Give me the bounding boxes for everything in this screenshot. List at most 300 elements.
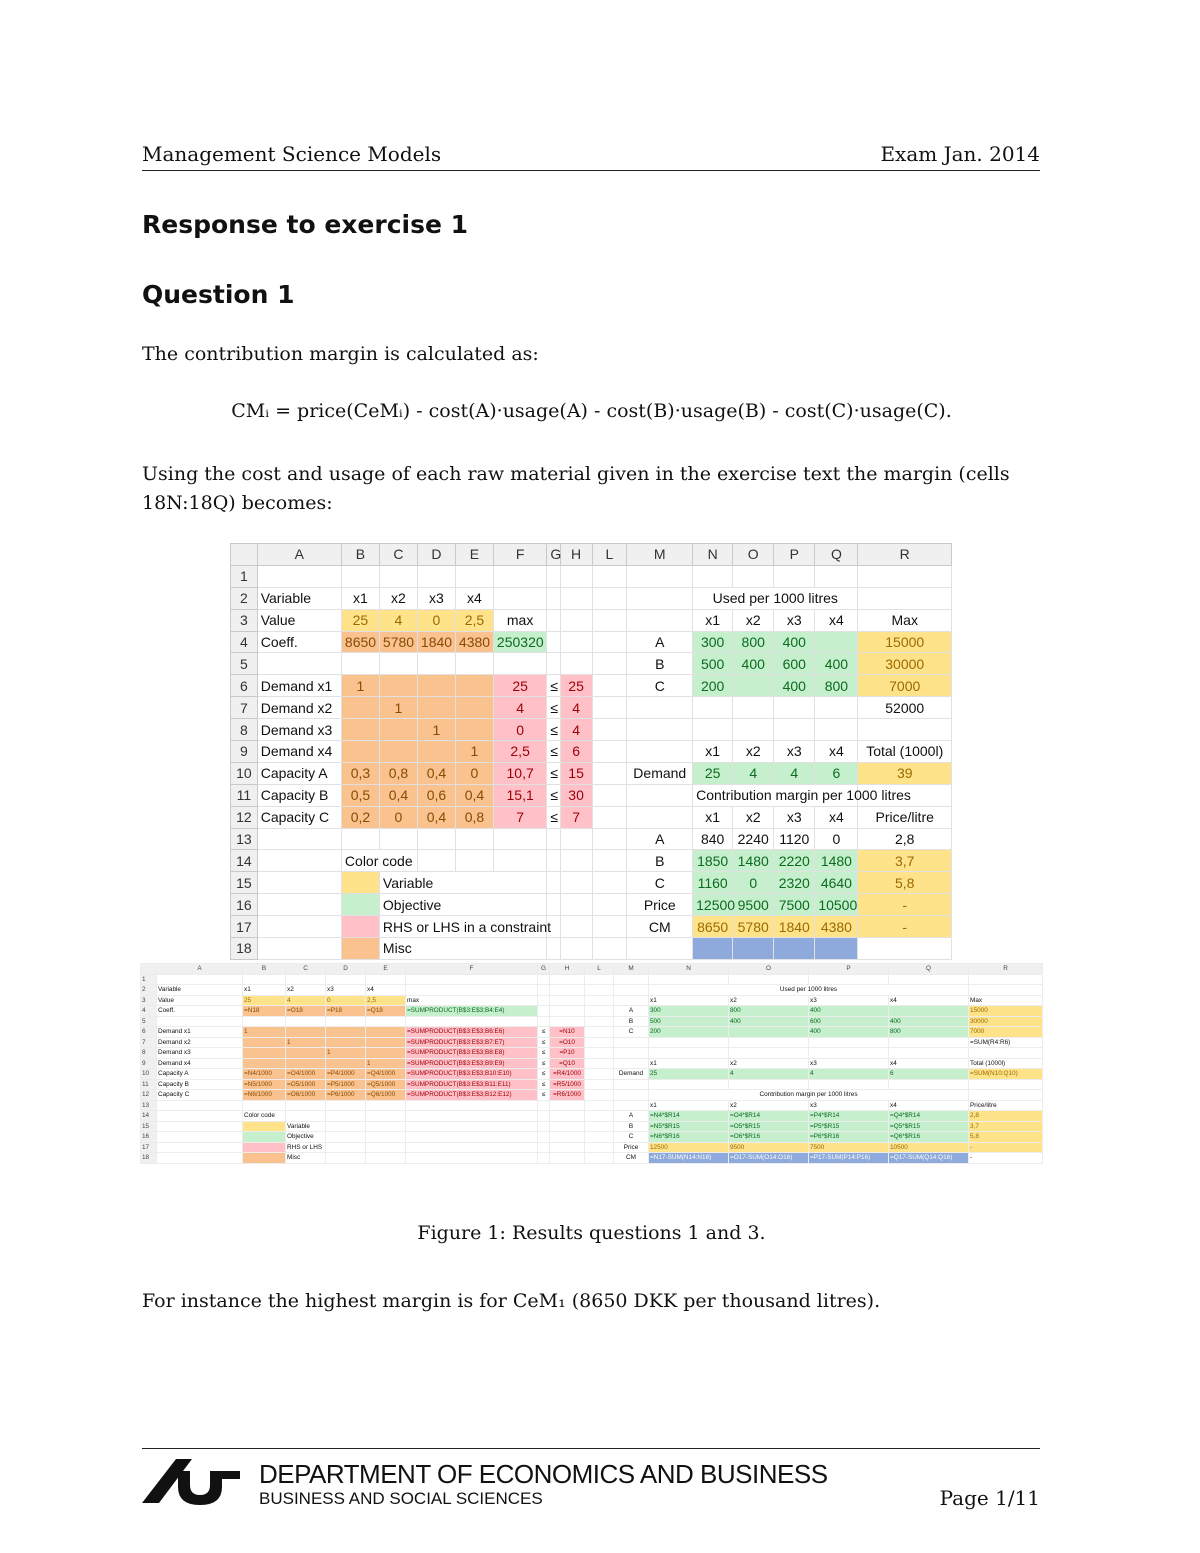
- formulas-cell: 2,8: [969, 1111, 1043, 1122]
- formulas-cell: [157, 974, 243, 985]
- formulas-row-header: 17: [141, 1142, 157, 1153]
- formulas-cell: [538, 1111, 550, 1122]
- results-cell: 1: [341, 675, 379, 697]
- results-col-header: F: [493, 544, 546, 566]
- formulas-row-header: 4: [141, 1006, 157, 1017]
- results-cell: 1480: [815, 850, 858, 872]
- formulas-cell: x1: [243, 985, 286, 996]
- formulas-cell: [243, 1153, 286, 1164]
- results-cell: Total (1000l): [858, 741, 952, 763]
- results-cell: [733, 675, 774, 697]
- formulas-cell: =Q5/1000: [366, 1079, 406, 1090]
- formulas-cell: [614, 1079, 649, 1090]
- formulas-cell: [809, 974, 889, 985]
- formulas-cell: [286, 974, 326, 985]
- results-col-header: D: [417, 544, 455, 566]
- formulas-cell: 200: [649, 1027, 729, 1038]
- formulas-cell: 400: [809, 1006, 889, 1017]
- formulas-cell: Misc: [286, 1153, 326, 1164]
- formulas-cell: [585, 1016, 614, 1027]
- results-cell: x1: [693, 609, 733, 631]
- formulas-cell: [286, 1027, 326, 1038]
- results-cell: 400: [774, 631, 815, 653]
- subsection-title: Question 1: [142, 280, 295, 309]
- formulas-cell: ≤: [538, 1079, 550, 1090]
- formulas-cell: [585, 974, 614, 985]
- results-cell: 15,1: [493, 784, 546, 806]
- formulas-cell: [550, 985, 585, 996]
- results-cell: [379, 741, 417, 763]
- results-col-header: B: [341, 544, 379, 566]
- formulas-cell: [406, 1016, 538, 1027]
- results-row-header: 7: [231, 697, 258, 719]
- results-cell: [592, 719, 627, 741]
- results-cell: 3,7: [858, 850, 952, 872]
- formulas-cell: x4: [366, 985, 406, 996]
- formulas-row-header: 18: [141, 1153, 157, 1164]
- formulas-cell: [406, 1153, 538, 1164]
- results-cell: Coeff.: [257, 631, 341, 653]
- formulas-cell: =O6*$R16: [729, 1132, 809, 1143]
- results-cell: 6: [815, 762, 858, 784]
- table-row: [141, 1132, 1043, 1143]
- results-cell: [417, 565, 455, 587]
- results-cell: [592, 741, 627, 763]
- table-row: [231, 806, 952, 828]
- results-cell: 0,4: [455, 784, 493, 806]
- formulas-cell: [538, 1100, 550, 1111]
- formulas-cell: =R5/1000: [550, 1079, 585, 1090]
- formulas-cell: [585, 1058, 614, 1069]
- formulas-cell: [889, 1048, 969, 1059]
- formulas-cell: Value: [157, 995, 243, 1006]
- results-col-header: N: [693, 544, 733, 566]
- results-cell: [627, 938, 693, 960]
- formulas-cell: [614, 974, 649, 985]
- formulas-cell: x3: [326, 985, 366, 996]
- results-cell: 4: [774, 762, 815, 784]
- formulas-cell: Price: [614, 1142, 649, 1153]
- results-cell: [379, 565, 417, 587]
- results-cell: x1: [341, 587, 379, 609]
- conclusion-text: For instance the highest margin is for CeM₁ (8650 DKK per thousand litres).: [142, 1290, 881, 1312]
- formulas-row-header: 12: [141, 1090, 157, 1101]
- results-cell: 52000: [858, 697, 952, 719]
- results-col-header: O: [733, 544, 774, 566]
- formulas-cell: =R4/1000: [550, 1069, 585, 1080]
- results-cell: [733, 719, 774, 741]
- formulas-cell: [729, 1027, 809, 1038]
- formulas-cell: [614, 1037, 649, 1048]
- table-row: [231, 697, 952, 719]
- formulas-cell: [585, 985, 614, 996]
- results-cell: [417, 697, 455, 719]
- results-cell: [815, 631, 858, 653]
- results-cell: 0: [455, 762, 493, 784]
- results-row-header: 10: [231, 762, 258, 784]
- formulas-cell: [809, 1079, 889, 1090]
- results-col-header: M: [627, 544, 693, 566]
- formulas-cell: Objective: [286, 1132, 326, 1143]
- formulas-cell: -: [969, 1142, 1043, 1153]
- formulas-cell: [243, 974, 286, 985]
- results-cell: 7000: [858, 675, 952, 697]
- formulas-cell: A: [614, 1006, 649, 1017]
- formulas-cell: =Q4/1000: [366, 1069, 406, 1080]
- results-cell: [547, 609, 560, 631]
- formulas-cell: [366, 1048, 406, 1059]
- formulas-cell: =N17-SUM(N14:N16): [649, 1153, 729, 1164]
- formulas-cell: [889, 1006, 969, 1017]
- results-cell: [693, 938, 733, 960]
- formulas-cell: [243, 1132, 286, 1143]
- results-cell: 2,5: [455, 609, 493, 631]
- results-row-header: 18: [231, 938, 258, 960]
- results-cell: 9500: [733, 894, 774, 916]
- results-row-header: 6: [231, 675, 258, 697]
- section-title: Response to exercise 1: [142, 210, 469, 239]
- table-row: [141, 1048, 1043, 1059]
- results-cell: 1840: [417, 631, 455, 653]
- results-cell: 400: [774, 675, 815, 697]
- formulas-cell: B: [614, 1121, 649, 1132]
- formulas-cell: [157, 1132, 243, 1143]
- results-cell: Color code: [341, 850, 417, 872]
- formulas-cell: Capacity C: [157, 1090, 243, 1101]
- formulas-cell: 9500: [729, 1142, 809, 1153]
- results-cell: [627, 587, 693, 609]
- results-cell: Capacity A: [257, 762, 341, 784]
- results-cell: [560, 894, 592, 916]
- results-cell: 8650: [341, 631, 379, 653]
- faculty-name: BUSINESS AND SOCIAL SCIENCES: [259, 1489, 543, 1508]
- results-cell: x3: [774, 741, 815, 763]
- results-cell: 10,7: [493, 762, 546, 784]
- results-cell: [417, 741, 455, 763]
- formulas-cell: [326, 974, 366, 985]
- results-cell: 2,5: [493, 741, 546, 763]
- formulas-cell: [243, 1058, 286, 1069]
- results-cell: [560, 631, 592, 653]
- results-row-header: 4: [231, 631, 258, 653]
- results-cell: 4: [560, 697, 592, 719]
- formulas-cell: =SUMPRODUCT(B$3:E$3;B4:E4): [406, 1006, 538, 1017]
- formulas-cell: Color code: [243, 1111, 286, 1122]
- table-row: [141, 1016, 1043, 1027]
- results-cell: [815, 719, 858, 741]
- results-cell: x1: [693, 741, 733, 763]
- formulas-cell: C: [614, 1132, 649, 1143]
- formulas-cell: [729, 1048, 809, 1059]
- results-row-header: 5: [231, 653, 258, 675]
- formulas-cell: [243, 1048, 286, 1059]
- formulas-row-header: 2: [141, 985, 157, 996]
- formulas-cell: Max: [969, 995, 1043, 1006]
- formulas-cell: [889, 1037, 969, 1048]
- formulas-cell: [550, 1142, 585, 1153]
- formulas-cell: =N4/1000: [243, 1069, 286, 1080]
- results-cell: Max: [858, 609, 952, 631]
- formulas-cell: =SUM(N10:Q10): [969, 1069, 1043, 1080]
- formulas-cell: =SUMPRODUCT(B$3:E$3;B6:E6): [406, 1027, 538, 1038]
- figure-caption: Figure 1: Results questions 1 and 3.: [417, 1222, 766, 1244]
- formulas-cell: [326, 1153, 366, 1164]
- formulas-cell: 400: [729, 1016, 809, 1027]
- results-cell: [455, 653, 493, 675]
- table-row: [141, 1079, 1043, 1090]
- table-row: [231, 675, 952, 697]
- formulas-cell: [326, 1132, 366, 1143]
- results-cell: 1: [417, 719, 455, 741]
- table-row: [231, 587, 952, 609]
- results-cell: RHS or LHS in a constraint: [379, 916, 546, 938]
- formulas-cell: [585, 1153, 614, 1164]
- formulas-cell: =P4/1000: [326, 1069, 366, 1080]
- formulas-cell: 500: [649, 1016, 729, 1027]
- formulas-cell: =SUM(R4:R6): [969, 1037, 1043, 1048]
- results-cell: [547, 938, 560, 960]
- results-cell: -: [858, 894, 952, 916]
- results-cell: [560, 587, 592, 609]
- results-cell: 4: [560, 719, 592, 741]
- department-name: DEPARTMENT OF ECONOMICS AND BUSINESS: [259, 1459, 828, 1489]
- formulas-cell: Demand x3: [157, 1048, 243, 1059]
- formulas-cell: [243, 1121, 286, 1132]
- results-cell: 30: [560, 784, 592, 806]
- results-cell: 25: [560, 675, 592, 697]
- formulas-cell: =Q10: [550, 1058, 585, 1069]
- results-cell: 600: [774, 653, 815, 675]
- formulas-cell: [366, 1132, 406, 1143]
- results-cell: [341, 741, 379, 763]
- results-cell: x4: [815, 741, 858, 763]
- formulas-cell: [366, 1111, 406, 1122]
- formulas-cell: [157, 1100, 243, 1111]
- formulas-cell: [406, 1111, 538, 1122]
- results-cell: 250320: [493, 631, 546, 653]
- formulas-cell: 800: [729, 1006, 809, 1017]
- results-cell: Value: [257, 609, 341, 631]
- formulas-cell: x2: [729, 1100, 809, 1111]
- formulas-cell: [538, 985, 550, 996]
- results-cell: Variable: [379, 872, 546, 894]
- results-cell: [627, 697, 693, 719]
- formulas-cell: 800: [889, 1027, 969, 1038]
- formulas-cell: =Q6/1000: [366, 1090, 406, 1101]
- spreadsheet-results: [230, 543, 952, 959]
- formulas-row-header: 8: [141, 1048, 157, 1059]
- results-cell: 1120: [774, 828, 815, 850]
- results-cell: 300: [693, 631, 733, 653]
- table-row: [231, 719, 952, 741]
- table-row: [231, 762, 952, 784]
- results-cell: [592, 697, 627, 719]
- formulas-cell: [729, 1037, 809, 1048]
- formulas-cell: =P6*$R16: [809, 1132, 889, 1143]
- formulas-cell: [286, 1111, 326, 1122]
- table-row: [141, 1090, 1043, 1101]
- results-cell: [257, 565, 341, 587]
- formulas-cell: 0: [326, 995, 366, 1006]
- formulas-cell: [585, 1142, 614, 1153]
- results-cell: [560, 850, 592, 872]
- formulas-col-header: N: [649, 964, 729, 975]
- results-cell: [547, 872, 560, 894]
- formulas-cell: [614, 1100, 649, 1111]
- formulas-cell: 15000: [969, 1006, 1043, 1017]
- formulas-cell: Demand x2: [157, 1037, 243, 1048]
- results-cell: Capacity C: [257, 806, 341, 828]
- formulas-cell: [286, 1100, 326, 1111]
- results-cell: 7500: [774, 894, 815, 916]
- table-row: [231, 609, 952, 631]
- formulas-cell: [406, 1121, 538, 1132]
- results-col-header: C: [379, 544, 417, 566]
- formulas-cell: Demand x4: [157, 1058, 243, 1069]
- formulas-cell: 3,7: [969, 1121, 1043, 1132]
- results-cell: ≤: [547, 806, 560, 828]
- results-cell: [257, 894, 341, 916]
- formulas-cell: [585, 1111, 614, 1122]
- table-row: [231, 916, 952, 938]
- results-cell: [493, 850, 546, 872]
- formulas-cell: =O6/1000: [286, 1090, 326, 1101]
- results-cell: [733, 697, 774, 719]
- results-cell: [341, 653, 379, 675]
- results-cell: [592, 806, 627, 828]
- results-cell: [455, 828, 493, 850]
- results-cell: [547, 850, 560, 872]
- results-cell: 4: [733, 762, 774, 784]
- formulas-cell: x4: [889, 1058, 969, 1069]
- formulas-cell: [809, 1048, 889, 1059]
- formulas-cell: 1: [366, 1058, 406, 1069]
- formulas-cell: x3: [809, 995, 889, 1006]
- formulas-cell: [585, 995, 614, 1006]
- formulas-cell: 12500: [649, 1142, 729, 1153]
- results-cell: 4: [379, 609, 417, 631]
- formulas-cell: Contribution margin per 1000 litres: [649, 1090, 969, 1101]
- results-cell: [815, 565, 858, 587]
- body-text: Using the cost and usage of each raw material given in the exercise text the margin (cells 18N:18Q) becomes:: [142, 463, 1010, 514]
- table-row: [141, 1058, 1043, 1069]
- formulas-cell: [366, 1153, 406, 1164]
- results-cell: A: [627, 631, 693, 653]
- formulas-col-header: F: [406, 964, 538, 975]
- formulas-cell: 25: [243, 995, 286, 1006]
- formulas-cell: [585, 1100, 614, 1111]
- results-row-header: 13: [231, 828, 258, 850]
- results-cell: 5780: [379, 631, 417, 653]
- formulas-row-header: 7: [141, 1037, 157, 1048]
- formulas-cell: Variable: [286, 1121, 326, 1132]
- results-cell: x2: [733, 609, 774, 631]
- results-cell: 400: [815, 653, 858, 675]
- formulas-cell: C: [614, 1027, 649, 1038]
- formulas-cell: [649, 1048, 729, 1059]
- formulas-cell: =O17-SUM(O14:O16): [729, 1153, 809, 1164]
- results-cell: [257, 938, 341, 960]
- formulas-table: [140, 963, 1043, 1164]
- formulas-cell: [538, 974, 550, 985]
- formulas-cell: 5,8: [969, 1132, 1043, 1143]
- formulas-cell: [366, 974, 406, 985]
- results-cell: [341, 697, 379, 719]
- results-cell: [257, 872, 341, 894]
- results-cell: ≤: [547, 762, 560, 784]
- results-cell: 0,8: [379, 762, 417, 784]
- results-cell: 0: [733, 872, 774, 894]
- formulas-cell: =P18: [326, 1006, 366, 1017]
- formulas-row-header: 1: [141, 974, 157, 985]
- formulas-cell: [366, 1121, 406, 1132]
- results-cell: [560, 916, 592, 938]
- results-col-header: Q: [815, 544, 858, 566]
- formulas-cell: [614, 1058, 649, 1069]
- results-cell: 1: [455, 741, 493, 763]
- formulas-cell: [585, 1069, 614, 1080]
- results-cell: [858, 719, 952, 741]
- results-cell: Demand x1: [257, 675, 341, 697]
- intro-text: The contribution margin is calculated as:: [142, 343, 539, 365]
- results-cell: 0: [379, 806, 417, 828]
- formulas-cell: x1: [649, 1058, 729, 1069]
- results-cell: 200: [693, 675, 733, 697]
- formulas-col-header: E: [366, 964, 406, 975]
- results-cell: 0,4: [379, 784, 417, 806]
- formulas-cell: [809, 1037, 889, 1048]
- formulas-cell: x3: [809, 1058, 889, 1069]
- results-cell: [627, 609, 693, 631]
- results-cell: 1850: [693, 850, 733, 872]
- formulas-cell: =SUMPRODUCT(B$3:E$3;B7:E7): [406, 1037, 538, 1048]
- formulas-cell: Capacity B: [157, 1079, 243, 1090]
- results-table: [230, 543, 952, 960]
- formulas-cell: =SUMPRODUCT(B$3:E$3;B11:E11): [406, 1079, 538, 1090]
- formulas-cell: [406, 1142, 538, 1153]
- formulas-cell: Variable: [157, 985, 243, 996]
- formulas-cell: =P10: [550, 1048, 585, 1059]
- results-cell: [493, 828, 546, 850]
- formulas-cell: x4: [889, 1100, 969, 1111]
- formulas-col-header: C: [286, 964, 326, 975]
- formulas-cell: [614, 995, 649, 1006]
- results-col-header: P: [774, 544, 815, 566]
- formulas-cell: [538, 1142, 550, 1153]
- formulas-cell: [366, 1037, 406, 1048]
- formulas-cell: x1: [649, 995, 729, 1006]
- results-cell: [627, 784, 693, 806]
- results-cell: x2: [733, 741, 774, 763]
- results-cell: 4380: [815, 916, 858, 938]
- formulas-cell: [889, 1079, 969, 1090]
- formulas-cell: [550, 1016, 585, 1027]
- results-cell: 2,8: [858, 828, 952, 850]
- formulas-cell: =N4*$R14: [649, 1111, 729, 1122]
- results-cell: 8650: [693, 916, 733, 938]
- results-cell: [592, 894, 627, 916]
- formulas-cell: =O4*$R14: [729, 1111, 809, 1122]
- formulas-cell: 1: [286, 1037, 326, 1048]
- formulas-cell: x2: [729, 995, 809, 1006]
- formulas-cell: =P4*$R14: [809, 1111, 889, 1122]
- results-cell: [341, 565, 379, 587]
- formulas-cell: [406, 985, 538, 996]
- table-row: [141, 1006, 1043, 1017]
- table-row: [141, 1069, 1043, 1080]
- results-cell: [455, 719, 493, 741]
- results-cell: [257, 653, 341, 675]
